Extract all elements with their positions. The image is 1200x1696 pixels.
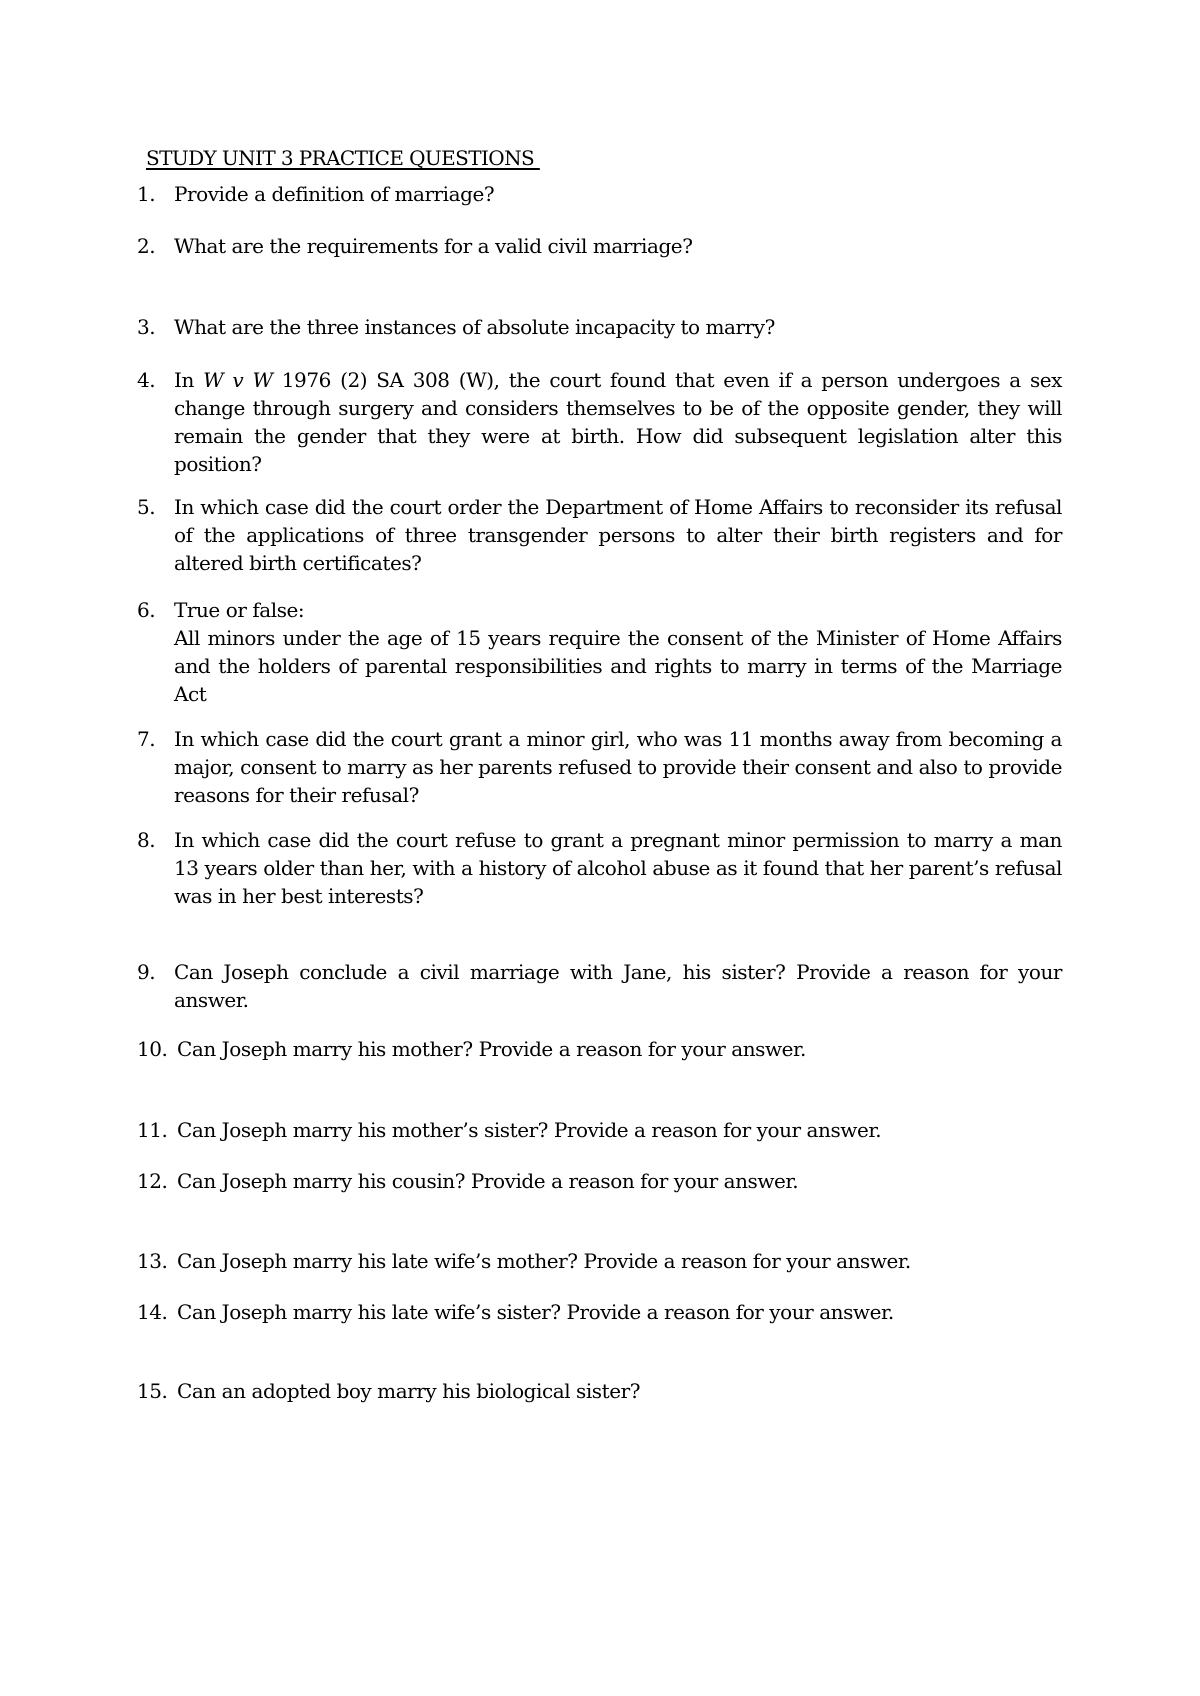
question-text: Can Joseph marry his late wife’s mother? Provide a reason for your answer. (177, 1249, 911, 1273)
question-text: Provide a definition of marriage? (174, 182, 495, 206)
question-3 (137, 313, 1062, 341)
question-number: 14. (137, 1300, 168, 1324)
question-prefix: In (174, 368, 204, 392)
question-number: 8. (137, 828, 156, 852)
document-title: STUDY UNIT 3 PRACTICE QUESTIONS (146, 146, 540, 170)
question-10 (137, 1035, 1062, 1063)
question-text (174, 596, 1062, 708)
question-text: Can an adopted boy marry his biological sister? (177, 1379, 640, 1403)
question-number: 4. (137, 368, 156, 392)
question-text: Can Joseph marry his cousin? Provide a reason for your answer. (177, 1169, 799, 1193)
question-text: In which case did the court grant a minor girl, who was 11 months away from becoming a major, consent to marry as her parents refused to provide their consent and also to provide reasons for their refusal? (174, 727, 1062, 807)
question-number: 11. (137, 1118, 168, 1142)
question-text: What are the three instances of absolute incapacity to marry? (174, 315, 775, 339)
question-text: Can Joseph marry his mother? Provide a reason for your answer. (177, 1037, 806, 1061)
question-text: In which case did the court order the Department of Home Affairs to reconsider its refusal of the applications of three transgender persons to alter their birth registers and for altered birth certificates? (174, 495, 1062, 575)
question-text: What are the requirements for a valid civil marriage? (174, 234, 693, 258)
question-text: Can Joseph conclude a civil marriage with Jane, his sister? Provide a reason for your answer. (174, 960, 1062, 1012)
question-statement: All minors under the age of 15 years require the consent of the Minister of Home Affairs and the holders of parental responsibilities and rights to marry in terms of the Marriage Act (174, 626, 1062, 706)
question-number: 1. (137, 182, 156, 206)
question-11 (137, 1116, 1062, 1144)
question-1 (137, 180, 1062, 208)
question-6 (137, 596, 1062, 708)
question-number: 5. (137, 495, 156, 519)
question-number: 7. (137, 727, 156, 751)
question-12 (137, 1167, 1062, 1195)
question-14 (137, 1298, 1062, 1326)
question-text: Can Joseph marry his mother’s sister? Provide a reason for your answer. (177, 1118, 882, 1142)
question-number: 9. (137, 960, 156, 984)
question-text: In which case did the court refuse to grant a pregnant minor permission to marry a man 13 years older than her, with a history of alcohol abuse as it found that her parent’s refusal was in her best interests? (174, 828, 1062, 908)
question-remainder: 1976 (2) SA 308 (W), the court found that even if a person undergoes a sex change through surgery and considers themselves to be of the opposite gender, they will remain the gender that they were at birth. How did subsequent legislation alter this position? (174, 368, 1062, 476)
question-4 (137, 366, 1062, 478)
question-number: 10. (137, 1037, 168, 1061)
question-number: 13. (137, 1249, 168, 1273)
question-number: 2. (137, 234, 156, 258)
question-lead: True or false: (174, 598, 305, 622)
question-13 (137, 1247, 1062, 1275)
question-15 (137, 1377, 1062, 1405)
question-number: 12. (137, 1169, 168, 1193)
question-text (174, 366, 1062, 478)
question-number: 15. (137, 1379, 168, 1403)
question-7 (137, 725, 1062, 809)
question-9 (137, 958, 1062, 1014)
case-citation: W v W (203, 368, 273, 392)
question-2 (137, 232, 1062, 260)
question-text: Can Joseph marry his late wife’s sister? Provide a reason for your answer. (177, 1300, 894, 1324)
question-8 (137, 826, 1062, 910)
question-number: 6. (137, 598, 156, 622)
question-5 (137, 493, 1062, 577)
question-number: 3. (137, 315, 156, 339)
